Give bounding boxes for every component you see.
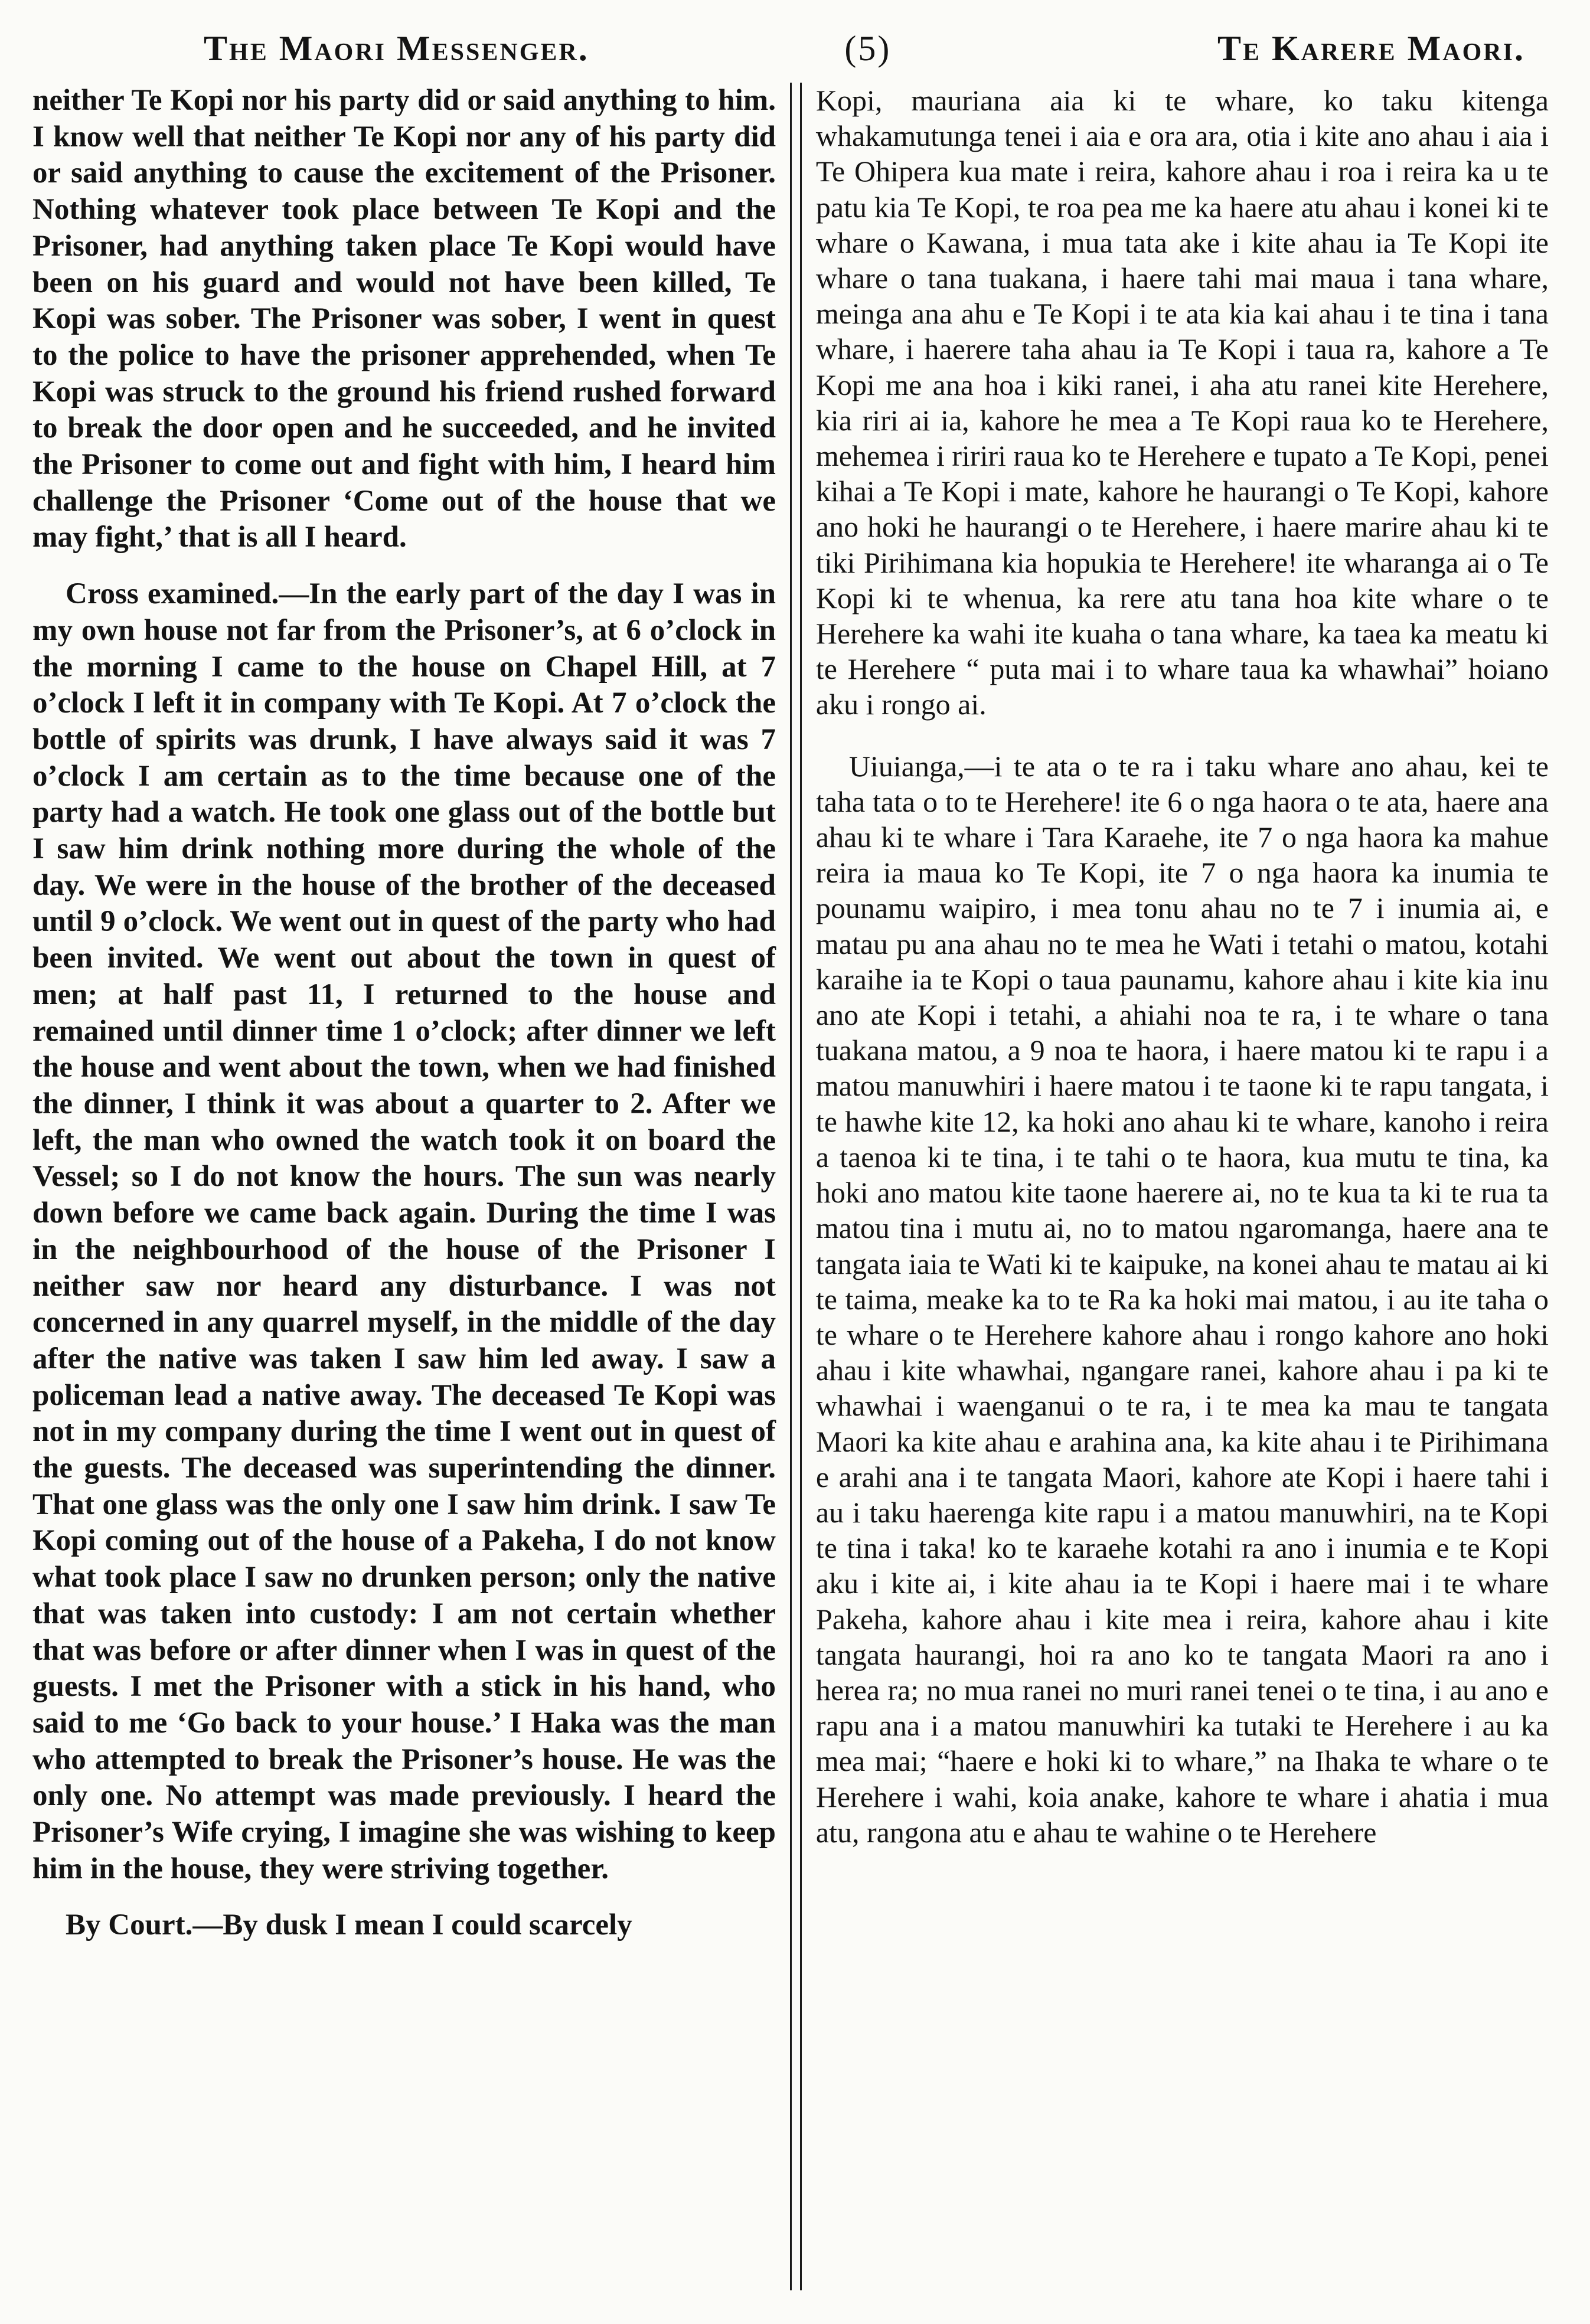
maori-column [810, 83, 1549, 2290]
running-head [32, 28, 1549, 83]
two-column-body [32, 83, 1549, 2290]
maori-masthead-title: Te Karere Maori. [1217, 29, 1525, 68]
english-paragraph: Cross examined.—In the early part of the day I was in my own house not far from the Prisoner’s, at 6 o’clock in the morning I came to the house on Chapel Hill, at 7 o’clock I left it in company with Te Kopi. At 7 o’clock the bottle of spirits was drunk, I have always said it was 7 o’clock I am certain as to the time because one of the party had a watch. He took one glass out of the bottle but I saw him drink nothing more during the whole of the day. We were in the house of the brother of the deceased until 9 o’clock. We went out in quest of the party who had been invited. We went out about the town in quest of men; at half past 11, I returned to the house and remained until dinner time 1 o’clock; after dinner we left the house and went about the town, when we had finished the dinner, I think it was about a quarter to 2. After we left, the man who owned the watch took it on board the Vessel; so I do not know the hours. The sun was nearly down before we came back again. During the time I was in the neighbourhood of the house of the Prisoner I neither saw nor heard any disturbance. I was not concerned in any quarrel myself, in the middle of the day after the native was taken I saw him led away. I saw a policeman lead a native away. The deceased Te Kopi was not in my company during the time I went out in quest of the guests. The deceased was superintending the dinner. That one glass was the only one I saw him drink. I saw Te Kopi coming out of the house of a Pakeha, I do not know what took place I saw no drunken person; only the native that was taken into custody: I am not certain whether that was before or after dinner when I was in quest of the guests. I met the Prisoner with a stick in his hand, who said to me ‘Go back to your house.’ I Haka was the man who attempted to break the Prisoner’s house. He was the only one. No attempt was made previously. I heard the Prisoner’s Wife crying, I imagine she was wishing to keep him in the house, they were striving together. [32, 577, 776, 1885]
english-paragraph: neither Te Kopi nor his party did or said anything to him. I know well that neither Te Kopi nor any of his party did or said anything to cause the excitement of the Prisoner. Nothing whatever took place between Te Kopi and the Prisoner, had anything taken place Te Kopi would have been on his guard and would not have been killed, Te Kopi was sober. The Prisoner was sober, I went in quest to the police to have the prisoner apprehended, when Te Kopi was struck to the ground his friend rushed forward to break the door open and he succeeded, and he invited the Prisoner to come out and fight with him, I heard him challenge the Prisoner ‘Come out of the house that we may fight,’ that is all I heard. [32, 84, 776, 554]
maori-paragraph: Kopi, mauriana aia ki te whare, ko taku kitenga whakamutunga tenei i aia e ora ara, otia i kite ano ahau i aia i Te Ohipera kua mate i reira, kahore ahau i roa i reira ka u te patu kia Te Kopi, te roa pea me ka haere atu ahau i konei ki te whare o Kawana, i mua tata ake i kite ahau ia Te Kopi ite whare o tana tuakana, i haere tahi mai maua i tana whare, meinga ana ahu e Te Kopi i te ata kia kai ahau i te tina i tana whare, i haerere taha ahau ia Te Kopi i taua ra, kahore a Te Kopi me ana hoa i kiki ranei, i aha atu ranei kite Herehere, kia riri ai ia, kahore he mea a Te Kopi raua ko te Herehere, mehemea i ririri raua ko te Herehere e tupato a Te Kopi, penei kihai a Te Kopi i mate, kahore he haurangi o Te Kopi, kahore ano hoki he haurangi o te Herehere, i haere marire ahau ki te tiki Pirihimana kia hopukia te Herehere! ite wharanga ai o Te Kopi ki te whenua, ka rere atu tana hoa kite whare o te Herehere ka wahi ite kuaha o tana whare, ka taea ka meatu ki te Herehere “ puta mai i to whare taua ka whawhai” hoiano aku i rongo ai. [815, 84, 1549, 721]
column-divider [790, 83, 802, 2290]
english-paragraph: By Court.—By dusk I mean I could scarcely [66, 1908, 632, 1942]
english-column [32, 83, 786, 2290]
page-number: (5) [844, 29, 892, 68]
maori-paragraph: Uiuianga,—i te ata o te ra i taku whare ano ahau, kei te taha tata o to te Herehere! ite 6 o nga haora o te ata, haere ana ahau ki te whare i Tara Karaehe, ite 7 o nga haora ka mahue reira ia maua ko Te Kopi, ite 7 o nga haora ka inumia te pounamu waipiro, i mea tonu ahau no te 7 i inumia ai, e matau pu ana ahau no te mea he Wati i tetahi o matou, kotahi karaihe ia te Kopi o taua paunamu, kahore ahau i kite kia inu ano ate Kopi i tetahi, a ahiahi noa te ra, i te whare o tana tuakana matou, a 9 noa te haora, i haere matou ki te rapu i a matou manuwhiri i haere matou i te taone ki te rapu tangata, i te hawhe kite 12, ka hoki ano ahau ki te whare, kanoho i reira a taenoa ki te tina, i te tahi o te haora, kua mutu te tina, ka hoki ano matou kite taone haerere ai, no te kua ta ki te rua ta matou tina i mutu ai, no to matou ngaromanga, haere ana te tangata iaia te Wati ki te kaipuke, na konei ahau te matau ai ki te taima, meake ka to te Ra ka hoki mai matou, i au ite taha o te whare o te Herehere kahore ahau i rongo kahore ano hoki ahau i kite whawhai, ngangare ranei, kahore ahau i pa ki te whawhai i waenganui o te ra, i te mea ka mau te tangata Maori ka kite ahau e arahina ana, ka kite ahau i te Pirihimana e arahi ana i te tangata Maori, kahore ate Kopi i haere tahi i au i taku haerenga kite rapu i a matou manuwhiri, na te Kopi te tina i taka! ko te karaehe kotahi ra ano i inumia e te Kopi aku i kite ai, i kite ahau ia te Kopi i haere mai i te whare Pakeha, kahore ahau i kite mea i reira, kahore ahau i kite tangata haurangi, hoi ra ano ko te tangata Maori ra ano i herea ra; no mua ranei no muri ranei tenei o te tina, i au ano e rapu ana i a matou manuwhiri ka tutaki te Herehere i au ka mea mai; “haere e hoki ki to whare,” na Ihaka te whare o te Herehere i wahi, koia anake, kahore te whare i ahatia i mua atu, rangona atu e ahau te wahine o te Herehere [815, 749, 1549, 1849]
english-masthead-title: The Maori Messenger. [204, 29, 589, 68]
